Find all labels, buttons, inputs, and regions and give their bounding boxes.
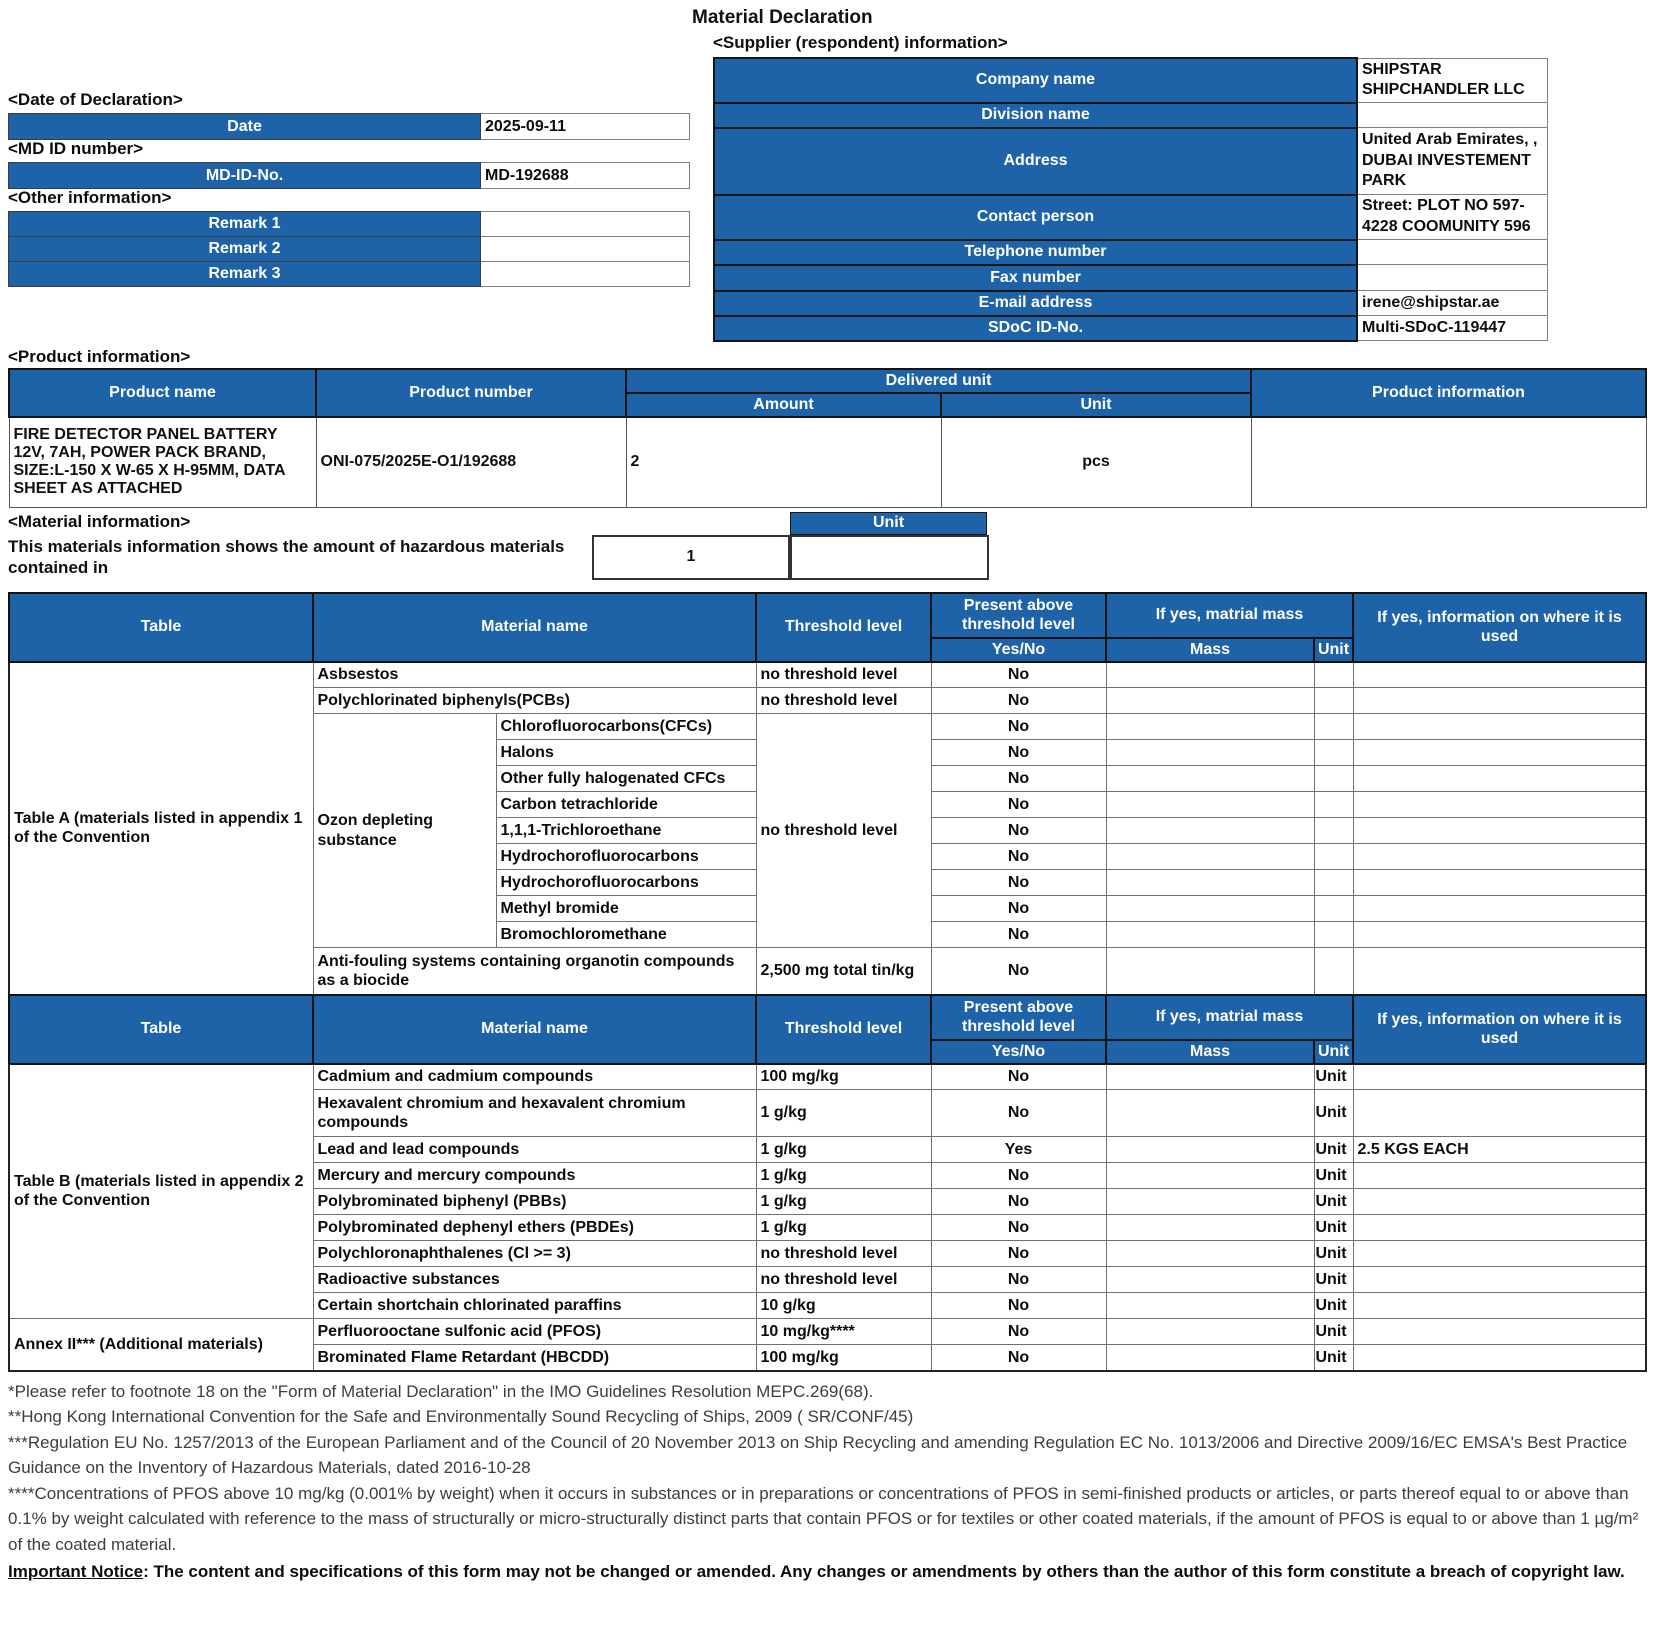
mass-cell (1106, 818, 1314, 844)
threshold-cell: 10 g/kg (756, 1293, 931, 1319)
col-header-mass: Mass (1106, 638, 1314, 662)
unit-header: Unit (941, 393, 1251, 417)
product-information-header: Product information (1251, 369, 1646, 417)
material-name-cell: Chlorofluorocarbons(CFCs) (496, 714, 756, 740)
col-header-unit: Unit (1314, 1040, 1353, 1064)
present-cell: No (931, 1267, 1106, 1293)
mdid-section-label: <MD ID number> (8, 139, 144, 158)
mass-cell (1106, 662, 1314, 688)
unit-cell (1314, 844, 1353, 870)
material-name-cell: Mercury and mercury compounds (313, 1163, 756, 1189)
supplier-value-cell: SHIPSTAR SHIPCHANDLER LLC (1357, 58, 1547, 103)
mass-cell (1106, 948, 1314, 995)
unit-cell: Unit (1314, 1345, 1353, 1371)
threshold-cell: no threshold level (756, 688, 931, 714)
material-name-cell: Polybrominated dephenyl ethers (PBDEs) (313, 1215, 756, 1241)
col-header-yesno: Yes/No (931, 1040, 1106, 1064)
product-data-row (9, 417, 1646, 507)
unit-cell (1314, 922, 1353, 948)
unit-cell: Unit (1314, 1189, 1353, 1215)
supplier-row (714, 265, 1547, 291)
supplier-label-cell: Address (714, 128, 1357, 195)
unit-cell (1314, 740, 1353, 766)
top-section (0, 0, 1653, 347)
supplier-label-cell: Telephone number (714, 240, 1357, 265)
col-header-table: Table (9, 593, 313, 662)
present-cell: No (931, 1241, 1106, 1267)
remark-label-cell: Remark 1 (9, 212, 481, 237)
unit-cell (1314, 714, 1353, 740)
present-cell: No (931, 1319, 1106, 1345)
remark-row (9, 262, 690, 287)
mass-cell (1106, 1137, 1314, 1163)
supplier-row (714, 103, 1547, 128)
material-name-cell: Polybrominated biphenyl (PBBs) (313, 1189, 756, 1215)
material-info-description: This materials information shows the amount of hazardous materials contained in (8, 536, 565, 577)
material-name-cell: Brominated Flame Retardant (HBCDD) (313, 1345, 756, 1371)
where-used-cell (1353, 1319, 1646, 1345)
material-name-cell: Hydrochorofluorocarbons (496, 844, 756, 870)
date-value-cell: 2025-09-11 (481, 114, 690, 140)
supplier-row (714, 240, 1547, 265)
table-a-label: Table A (materials listed in appendix 1 of the Convention (9, 662, 313, 995)
present-cell: Yes (931, 1137, 1106, 1163)
threshold-cell: 10 mg/kg**** (756, 1319, 931, 1345)
col-header-material-name: Material name (313, 995, 756, 1064)
footnotes-section (8, 1379, 1647, 1586)
remark-label-cell: Remark 3 (9, 262, 481, 287)
mass-cell (1106, 792, 1314, 818)
material-name-cell: Methyl bromide (496, 896, 756, 922)
date-section-label: <Date of Declaration> (8, 90, 183, 109)
product-amount-cell: 2 (626, 417, 941, 507)
important-notice-text: : The content and specifications of this form may not be changed or amended. Any changes or amendments by others than the author of this form constitute a breach of copyright law. (143, 1562, 1625, 1581)
present-cell: No (931, 766, 1106, 792)
unit-cell: Unit (1314, 1090, 1353, 1137)
mass-cell (1106, 922, 1314, 948)
material-info-section (0, 508, 1653, 588)
col-header-if-yes-mass: If yes, matrial mass (1106, 995, 1353, 1040)
mass-cell (1106, 1345, 1314, 1371)
date-table (8, 113, 690, 140)
mass-cell (1106, 896, 1314, 922)
mass-cell (1106, 1241, 1314, 1267)
where-used-cell (1353, 1267, 1646, 1293)
where-used-cell (1353, 896, 1646, 922)
threshold-cell: no threshold level (756, 662, 931, 688)
material-name-cell: Hydrochorofluorocarbons (496, 870, 756, 896)
supplier-label-cell: Fax number (714, 265, 1357, 291)
mass-cell (1106, 740, 1314, 766)
footnote: ***Regulation EU No. 1257/2013 of the European Parliament and of the Council of 20 November 2013 on Ship Recycling and amending Regulation EC No. 1013/2006 and Directive 2009/16/EC EMSA's Best Practice Guidance on the Inventory of Hazardous Materials, dated 2016-10-28 (8, 1432, 1628, 1477)
threshold-cell: 1 g/kg (756, 1163, 931, 1189)
where-used-cell: 2.5 KGS EACH (1353, 1137, 1646, 1163)
supplier-value-cell (1357, 265, 1547, 291)
where-used-cell (1353, 1090, 1646, 1137)
present-cell: No (931, 1064, 1106, 1090)
supplier-row (714, 316, 1547, 341)
col-header-if-yes-info: If yes, information on where it is used (1353, 593, 1646, 662)
amount-header: Amount (626, 393, 941, 417)
supplier-value-cell: United Arab Emirates, , DUBAI INVESTEMENT PARK (1357, 128, 1547, 195)
present-cell: No (931, 740, 1106, 766)
where-used-cell (1353, 922, 1646, 948)
product-table (8, 368, 1647, 508)
supplier-row (714, 128, 1547, 195)
material-row (9, 662, 1646, 688)
footnote: **Hong Kong International Convention for the Safe and Environmentally Sound Recycling of Ships, 2009 ( SR/CONF/45) (8, 1407, 914, 1426)
where-used-cell (1353, 1163, 1646, 1189)
where-used-cell (1353, 844, 1646, 870)
supplier-value-cell (1357, 240, 1547, 265)
present-cell: No (931, 792, 1106, 818)
material-name-cell: Other fully halogenated CFCs (496, 766, 756, 792)
supplier-table (713, 57, 1548, 342)
date-label-cell: Date (9, 114, 481, 140)
important-notice-label: Important Notice (8, 1562, 144, 1581)
supplier-label-cell: SDoC ID-No. (714, 316, 1357, 341)
col-header-present: Present above threshold level (931, 995, 1106, 1040)
footnote: *Please refer to footnote 18 on the "Form of Material Declaration" in the IMO Guidelines Resolution MEPC.269(68). (8, 1381, 874, 1401)
unit-cell: Unit (1314, 1319, 1353, 1345)
supplier-label-cell: Contact person (714, 195, 1357, 240)
date-row (9, 114, 690, 140)
material-table (8, 592, 1647, 1372)
product-info-cell (1251, 417, 1646, 507)
present-cell: No (931, 1293, 1106, 1319)
material-name-cell: 1,1,1-Trichloroethane (496, 818, 756, 844)
material-name-cell: Polychloronaphthalenes (Cl >= 3) (313, 1241, 756, 1267)
material-name-cell: Certain shortchain chlorinated paraffins (313, 1293, 756, 1319)
supplier-value-cell: irene@shipstar.ae (1357, 291, 1547, 316)
material-header-row (9, 593, 1646, 638)
unit-cell: Unit (1314, 1215, 1353, 1241)
remark-label-cell: Remark 2 (9, 237, 481, 262)
mdid-label-cell: MD-ID-No. (9, 163, 481, 189)
product-unit-cell: pcs (941, 417, 1251, 507)
material-header-row (9, 995, 1646, 1040)
where-used-cell (1353, 1293, 1646, 1319)
threshold-cell: no threshold level (756, 1267, 931, 1293)
present-cell: No (931, 714, 1106, 740)
present-cell: No (931, 948, 1106, 995)
where-used-cell (1353, 818, 1646, 844)
mass-cell (1106, 1163, 1314, 1189)
where-used-cell (1353, 1345, 1646, 1371)
supplier-value-cell (1357, 103, 1547, 128)
remark-value-cell (481, 212, 690, 237)
where-used-cell (1353, 688, 1646, 714)
mass-cell (1106, 1293, 1314, 1319)
remark-row (9, 237, 690, 262)
present-cell: No (931, 896, 1106, 922)
material-row (9, 1064, 1646, 1090)
unit-cell: Unit (1314, 1137, 1353, 1163)
mass-cell (1106, 688, 1314, 714)
where-used-cell (1353, 766, 1646, 792)
col-header-if-yes-info: If yes, information on where it is used (1353, 995, 1646, 1064)
present-cell: No (931, 662, 1106, 688)
where-used-cell (1353, 1241, 1646, 1267)
material-name-cell: Polychlorinated biphenyls(PCBs) (313, 688, 756, 714)
where-used-cell (1353, 714, 1646, 740)
product-name-header: Product name (9, 369, 316, 417)
where-used-cell (1353, 740, 1646, 766)
threshold-cell: 1 g/kg (756, 1189, 931, 1215)
threshold-cell: 100 mg/kg (756, 1064, 931, 1090)
supplier-label-cell: E-mail address (714, 291, 1357, 316)
product-section-label: <Product information> (8, 347, 191, 366)
unit-cell: Unit (1314, 1293, 1353, 1319)
col-header-mass: Mass (1106, 1040, 1314, 1064)
unit-cell (1314, 766, 1353, 792)
product-name-cell: FIRE DETECTOR PANEL BATTERY 12V, 7AH, POWER PACK BRAND, SIZE:L-150 X W-65 X H-95MM, DATA SHEET AS ATTACHED (9, 417, 316, 507)
where-used-cell (1353, 870, 1646, 896)
threshold-cell: 2,500 mg total tin/kg (756, 948, 931, 995)
material-unit-header: Unit (790, 512, 987, 535)
col-header-yesno: Yes/No (931, 638, 1106, 662)
unit-cell: Unit (1314, 1267, 1353, 1293)
material-name-cell: Anti-fouling systems containing organotin compounds as a biocide (313, 948, 756, 995)
mass-cell (1106, 1064, 1314, 1090)
col-header-if-yes-mass: If yes, matrial mass (1106, 593, 1353, 638)
threshold-cell: no threshold level (756, 714, 931, 948)
col-header-table: Table (9, 995, 313, 1064)
unit-cell: Unit (1314, 1163, 1353, 1189)
where-used-cell (1353, 948, 1646, 995)
product-number-header: Product number (316, 369, 626, 417)
remark-value-cell (481, 237, 690, 262)
unit-cell: Unit (1314, 1241, 1353, 1267)
present-cell: No (931, 870, 1106, 896)
material-name-cell: Hexavalent chromium and hexavalent chromium compounds (313, 1090, 756, 1137)
col-header-present: Present above threshold level (931, 593, 1106, 638)
remark-row (9, 212, 690, 237)
col-header-threshold: Threshold level (756, 995, 931, 1064)
supplier-section-label: <Supplier (respondent) information> (713, 33, 1008, 52)
material-name-cell: Radioactive substances (313, 1267, 756, 1293)
table-b-label: Table B (materials listed in appendix 2 of the Convention (9, 1064, 313, 1319)
col-header-threshold: Threshold level (756, 593, 931, 662)
mass-cell (1106, 1215, 1314, 1241)
material-name-cell: Cadmium and cadmium compounds (313, 1064, 756, 1090)
material-name-cell: Bromochloromethane (496, 922, 756, 948)
threshold-cell: 1 g/kg (756, 1215, 931, 1241)
page-title: Material Declaration (692, 7, 873, 28)
supplier-row (714, 291, 1547, 316)
threshold-cell: 100 mg/kg (756, 1345, 931, 1371)
material-name-cell: Carbon tetrachloride (496, 792, 756, 818)
mass-cell (1106, 1090, 1314, 1137)
material-name-cell: Lead and lead compounds (313, 1137, 756, 1163)
unit-cell (1314, 662, 1353, 688)
where-used-cell (1353, 792, 1646, 818)
supplier-value-cell: Street: PLOT NO 597-4228 COOMUNITY 596 (1357, 195, 1547, 240)
material-name-cell: Perfluorooctane sulfonic acid (PFOS) (313, 1319, 756, 1345)
present-cell: No (931, 844, 1106, 870)
unit-cell (1314, 948, 1353, 995)
where-used-cell (1353, 662, 1646, 688)
material-name-cell: Asbsestos (313, 662, 756, 688)
col-header-material-name: Material name (313, 593, 756, 662)
remarks-table (8, 211, 690, 287)
delivered-unit-header: Delivered unit (626, 369, 1251, 393)
unit-cell (1314, 688, 1353, 714)
supplier-label-cell: Division name (714, 103, 1357, 128)
supplier-row (714, 58, 1547, 103)
supplier-label-cell: Company name (714, 58, 1357, 103)
threshold-cell: 1 g/kg (756, 1090, 931, 1137)
mass-cell (1106, 714, 1314, 740)
unit-cell (1314, 870, 1353, 896)
col-header-unit: Unit (1314, 638, 1353, 662)
other-section-label: <Other information> (8, 188, 172, 207)
remark-value-cell (481, 262, 690, 287)
material-name-cell: Halons (496, 740, 756, 766)
present-cell: No (931, 1163, 1106, 1189)
supplier-row (714, 195, 1547, 240)
threshold-cell: 1 g/kg (756, 1137, 931, 1163)
material-unit-box (790, 535, 989, 580)
mass-cell (1106, 1189, 1314, 1215)
footnote: ****Concentrations of PFOS above 10 mg/kg (0.001% by weight) when it occurs in substances or in preparations or concentrations of PFOS in semi-finished products or articles, or parts thereof equal to or above than 0.1% by weight calculated with reference to the mass of structurally or micro-structurally distinct parts that contain PFOS or for textiles or other coated materials, if the amount of PFOS is equal to or above than 1 µg/m² of the coated material. (8, 1483, 1639, 1554)
unit-cell (1314, 896, 1353, 922)
present-cell: No (931, 818, 1106, 844)
present-cell: No (931, 1090, 1106, 1137)
where-used-cell (1353, 1064, 1646, 1090)
where-used-cell (1353, 1215, 1646, 1241)
threshold-cell: no threshold level (756, 1241, 931, 1267)
product-number-cell: ONI-075/2025E-O1/192688 (316, 417, 626, 507)
supplier-value-cell: Multi-SDoC-119447 (1357, 316, 1547, 341)
unit-cell: Unit (1314, 1064, 1353, 1090)
mdid-value-cell: MD-192688 (481, 163, 690, 189)
annex-label: Annex II*** (Additional materials) (9, 1319, 313, 1371)
present-cell: No (931, 1345, 1106, 1371)
mass-cell (1106, 1319, 1314, 1345)
present-cell: No (931, 1189, 1106, 1215)
where-used-cell (1353, 1189, 1646, 1215)
material-row (9, 1319, 1646, 1345)
ozone-group-label: Ozon depleting substance (313, 714, 496, 948)
mass-cell (1106, 766, 1314, 792)
material-amount-box: 1 (592, 535, 790, 580)
present-cell: No (931, 1215, 1106, 1241)
unit-cell (1314, 818, 1353, 844)
product-header-row (9, 369, 1646, 393)
mass-cell (1106, 844, 1314, 870)
important-notice (8, 1559, 1647, 1585)
unit-cell (1314, 792, 1353, 818)
present-cell: No (931, 688, 1106, 714)
material-section-label: <Material information> (8, 511, 191, 531)
mdid-table (8, 162, 690, 189)
mass-cell (1106, 1267, 1314, 1293)
mdid-row (9, 163, 690, 189)
mass-cell (1106, 870, 1314, 896)
present-cell: No (931, 922, 1106, 948)
